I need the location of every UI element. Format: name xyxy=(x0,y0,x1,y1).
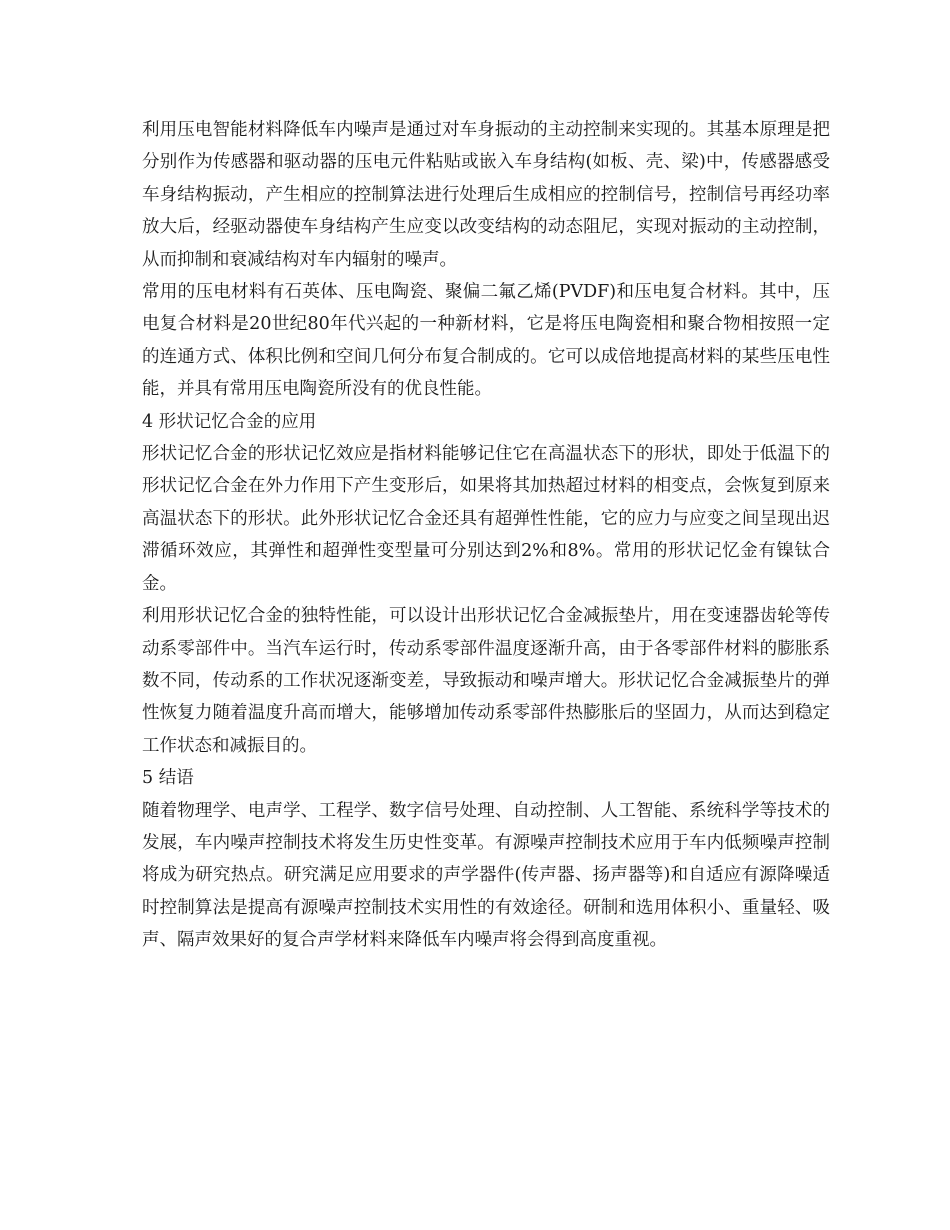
paragraph-piezoelectric-materials: 常用的压电材料有石英体、压电陶瓷、聚偏二氟乙烯(PVDF)和压电复合材料。其中，压电复合材料是20世纪80年代兴起的一种新材料，它是将压电陶瓷相和聚合物相按照一定的连通方式、体积比例和空间几何分布复合制成的。它可以成倍地提高材料的某些压电性能，并具有常用压电陶瓷所没有的优良性能。 xyxy=(142,282,830,400)
section-heading-conclusion: 5 结语 xyxy=(142,768,194,789)
paragraph-shape-memory-application: 利用形状记忆合金的独特性能，可以设计出形状记忆合金减振垫片，用在变速器齿轮等传动系零部件中。当汽车运行时，传动系零部件温度逐渐升高，由于各零部件材料的膨胀系数不同，传动系的工作状况逐渐变差，导致振动和噪声增大。形状记忆合金减振垫片的弹性恢复力随着温度升高而增大，能够增加传动系零部件热膨胀后的坚固力，从而达到稳定工作状态和减振目的。 xyxy=(142,606,830,756)
section-heading-shape-memory-alloy: 4 形状记忆合金的应用 xyxy=(142,411,317,432)
paragraph-piezoelectric-principle: 利用压电智能材料降低车内噪声是通过对车身振动的主动控制来实现的。其基本原理是把分别作为传感器和驱动器的压电元件粘贴或嵌入车身结构(如板、壳、梁)中，传感器感受车身结构振动，产生相应的控制算法进行处理后生成相应的控制信号，控制信号再经功率放大后，经驱动器使车身结构产生应变以改变结构的动态阻尼，实现对振动的主动控制，从而抑制和衰减结构对车内辐射的噪声。 xyxy=(142,120,830,270)
paragraph-conclusion: 随着物理学、电声学、工程学、数字信号处理、自动控制、人工智能、系统科学等技术的发展，车内噪声控制技术将发生历史性变革。有源噪声控制技术应用于车内低频噪声控制将成为研究热点。研究满足应用要求的声学器件(传声器、扬声器等)和自适应有源降噪适时控制算法是提高有源噪声控制技术实用性的有效途径。研制和选用体积小、重量轻、吸声、隔声效果好的复合声学材料来降低车内噪声将会得到高度重视。 xyxy=(142,800,830,951)
document-body xyxy=(142,114,830,957)
paragraph-shape-memory-effect: 形状记忆合金的形状记忆效应是指材料能够记住它在高温状态下的形状，即处于低温下的形状记忆合金在外力作用下产生变形后，如果将其加热超过材料的相变点，会恢复到原来高温状态下的形状。此外形状记忆合金还具有超弹性性能，它的应力与应变之间呈现出迟滞循环效应，其弹性和超弹性变型量可分别达到2%和8%。常用的形状记忆金有镍钛合金。 xyxy=(142,444,830,594)
